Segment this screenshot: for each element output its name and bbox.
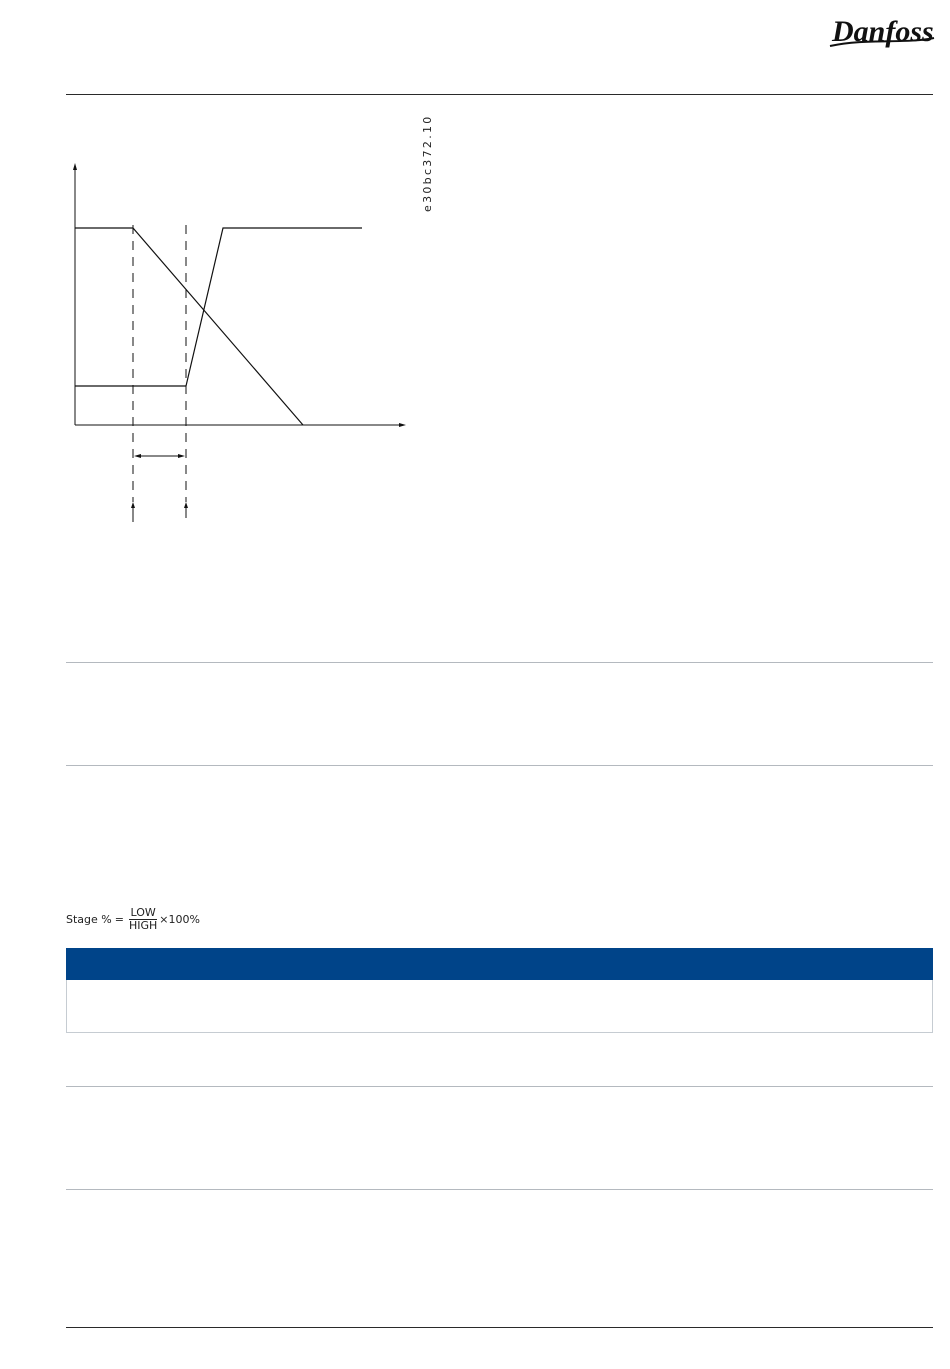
pointer-left-head xyxy=(131,502,135,508)
stage-diagram xyxy=(60,150,410,530)
header-rule xyxy=(66,94,933,95)
footer-rule xyxy=(66,1327,933,1328)
danfoss-logo xyxy=(826,8,938,52)
section-rule-1 xyxy=(66,662,933,663)
x-axis-arrow xyxy=(399,423,406,427)
formula-equals: = xyxy=(114,913,124,926)
section-rule-3 xyxy=(66,1086,933,1087)
stage-formula xyxy=(66,907,200,932)
descending-curve xyxy=(75,228,303,425)
figure-code: e30bc372.10 xyxy=(421,114,434,212)
section-rule-2 xyxy=(66,765,933,766)
formula-lhs: Stage % xyxy=(66,913,112,926)
formula-factor: ×100% xyxy=(159,913,200,926)
interval-arrow-right xyxy=(178,454,185,458)
section-rule-4 xyxy=(66,1189,933,1190)
svg-text:Danfoss: Danfoss xyxy=(832,15,934,48)
formula-fraction xyxy=(128,907,158,932)
formula-denominator: HIGH xyxy=(128,919,158,932)
note-body xyxy=(66,980,933,1033)
formula-numerator: LOW xyxy=(130,906,156,919)
pointer-right-head xyxy=(184,502,188,508)
interval-arrow-left xyxy=(134,454,141,458)
y-axis-arrow xyxy=(73,163,77,170)
ascending-curve xyxy=(75,228,362,386)
note-header xyxy=(66,948,933,980)
